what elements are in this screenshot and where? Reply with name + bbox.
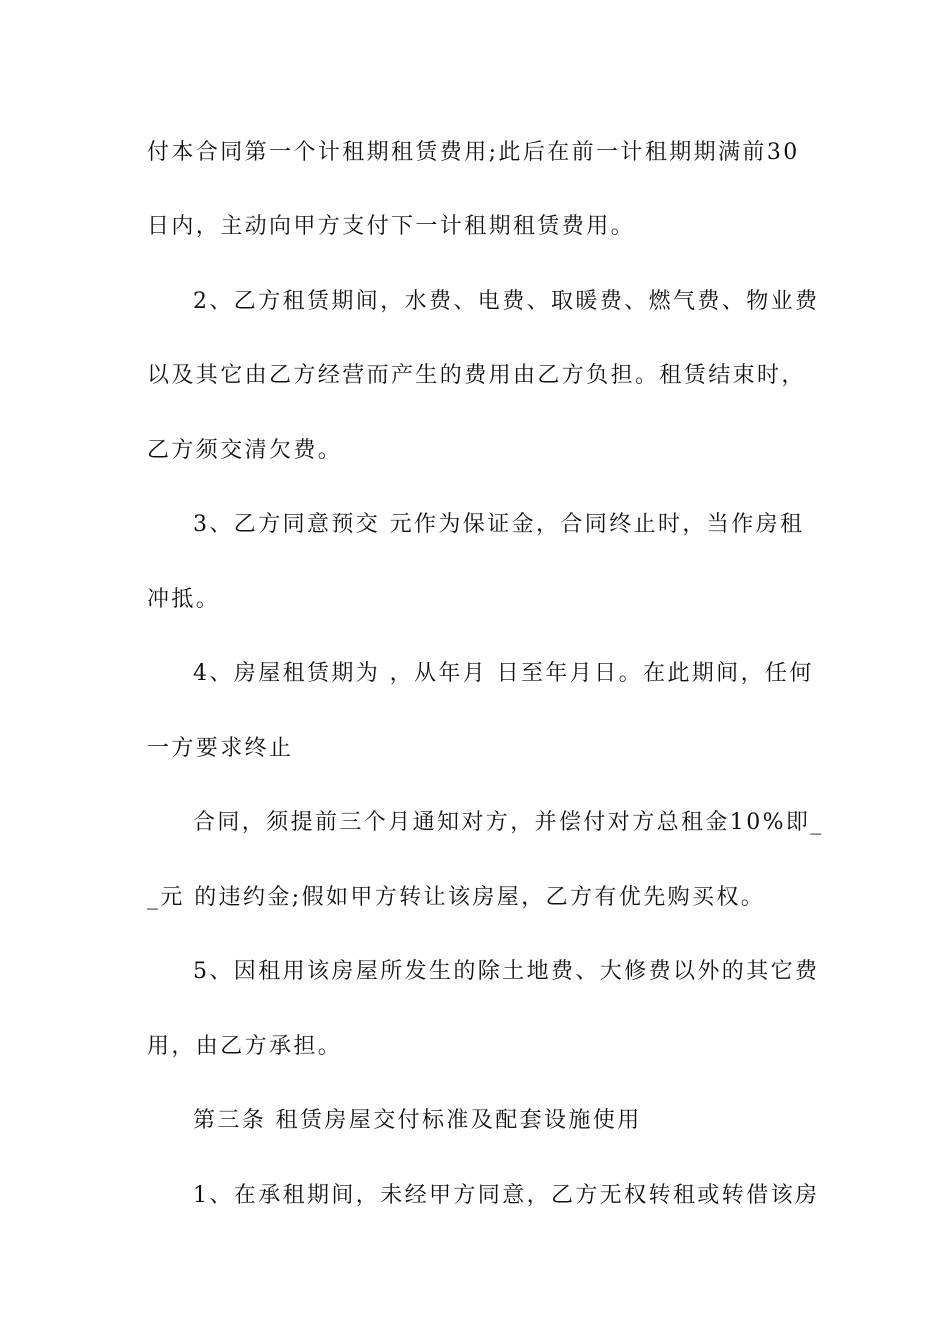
- paragraph-line: 2、乙方租赁期间，水费、电费、取暖费、燃气费、物业费: [193, 289, 820, 314]
- paragraph-line: 1、在承租期间，未经甲方同意，乙方无权转租或转借该房: [193, 1183, 820, 1208]
- paragraph-line: 4、房屋租赁期为 ，从年月 日至年月日。在此期间，任何: [193, 661, 814, 686]
- paragraph-line: 日内，主动向甲方支付下一计租期租赁费用。: [147, 214, 636, 239]
- paragraph-line: 用，由乙方承担。: [147, 1034, 343, 1059]
- paragraph-line: 付本合同第一个计租期租赁费用;此后在前一计租期期满前30: [147, 140, 800, 165]
- paragraph-line: 合同，须提前三个月通知对方，并偿付对方总租金10%即_: [193, 810, 824, 835]
- paragraph-line: 以及其它由乙方经营而产生的费用由乙方负担。租赁结束时，: [147, 363, 806, 388]
- paragraph-line: 3、乙方同意预交 元作为保证金，合同终止时，当作房租: [193, 512, 805, 537]
- paragraph-line: 5、因租用该房屋所发生的除土地费、大修费以外的其它费: [193, 959, 820, 984]
- paragraph-line: _元 的违约金;假如甲方转让该房屋，乙方有优先购买权。: [147, 885, 766, 910]
- paragraph-line: 乙方须交清欠费。: [147, 438, 343, 463]
- paragraph-line: 冲抵。: [147, 587, 221, 612]
- paragraph-line: 一方要求终止: [147, 736, 294, 761]
- section-heading: 第三条 租赁房屋交付标准及配套设施使用: [193, 1108, 642, 1133]
